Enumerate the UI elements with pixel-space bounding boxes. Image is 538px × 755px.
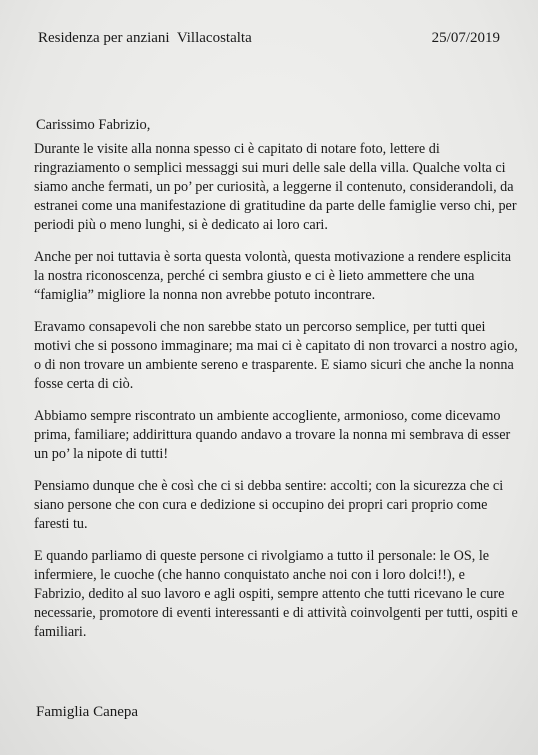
paragraph-1: Durante le visite alla nonna spesso ci è capitato di notare foto, lettere di ringraziamento o semplici messaggi sui muri delle sale della villa. Qualche volta ci siamo anche fermati, un po’ per curiosità, a leggerne il contenuto, considerandoli, da estranei come una manifestazione di gratitudine da parte delle famiglie verso chi, per periodi più o meno lunghi, si è dedicato ai loro cari. [34, 141, 517, 233]
salutation: Carissimo Fabrizio, [36, 117, 151, 133]
letter-body [34, 140, 519, 655]
signature: Famiglia Canepa [36, 704, 139, 720]
paragraph-2: Anche per noi tuttavia è sorta questa volontà, questa motivazione a rendere esplicita la nostra riconoscenza, perché ci sembra giusto e ci è lieto ammettere che una “famiglia” migliore la nonna non avrebbe potuto incontrare. [34, 249, 512, 303]
paragraph-6: E quando parliamo di queste persone ci rivolgiamo a tutto il personale: le OS, le infermiere, le cuoche (che hanno conquistato anche noi con i loro dolci!!), e Fabrizio, dedito al suo lavoro e agli ospiti, sempre attento che tutti ricevano le cure necessarie, promotore di eventi interessanti e di attività coinvolgenti per tutti, ospiti e familiari. [34, 548, 518, 640]
paragraph-4: Abbiamo sempre riscontrato un ambiente accogliente, armonioso, come dicevamo prima, familiare; addirittura quando andavo a trovare la nonna mi sembrava di esser un po’ la nipote di tutti! [34, 408, 511, 462]
letter-date: 25/07/2019 [431, 30, 500, 46]
paragraph-3: Eravamo consapevoli che non sarebbe stato un percorso semplice, per tutti quei motivi che si possono immaginare; ma mai ci è capitato di non trovarci a nostro agio, o di non trovare un ambiente sereno e trasparente. E siamo sicuri che anche la nonna fosse certa di ciò. [34, 319, 518, 392]
sender-name: Residenza per anziani Villacostalta [38, 30, 252, 46]
paragraph-5: Pensiamo dunque che è così che ci si debba sentire: accolti; con la sicurezza che ci siano persone che con cura e dedizione si occupino dei propri cari proprio come faresti tu. [34, 478, 504, 532]
letter-header [38, 30, 506, 50]
